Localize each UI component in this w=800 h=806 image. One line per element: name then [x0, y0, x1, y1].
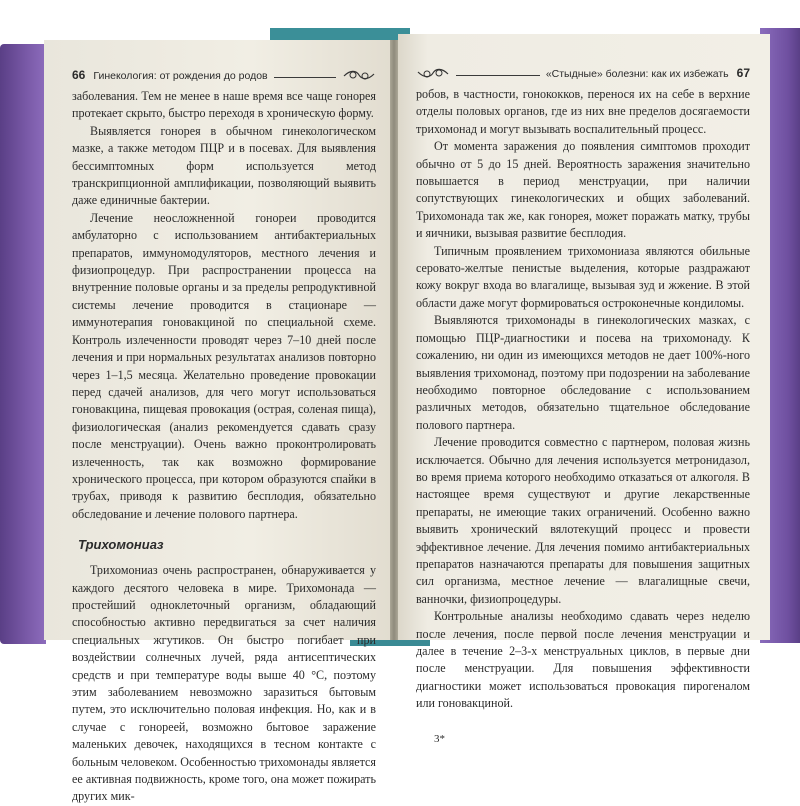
section-heading: Трихомониаз [78, 537, 164, 553]
paragraph: Лечение неосложненной гонореи проводится амбулаторно с использованием антибактериальных препаратов, иммуномодуляторов, местного лечения и физиопроцедур. При распространении процесса на внутренние половые органы и за пределы репродуктивной системы лечение проводится в стационаре — иммунотерапия гоновакциной по специальной схеме. Контроль излеченности проводят через 7–10 дней после лечения и при нормальных результатах анализов повторно через 1–1,5 месяца. Желательно проведение провокации перед сдачей анализов, для чего могут использоваться гоновакцина, пищевая провокация (острая, соленая пища), физиологическая (анализ рекомендуется сдавать сразу после менструации). Очень важно проконтролировать излеченность, так как возможно формирование хронического процесса, при котором образуются спайки в трубах, приводя к развитию бесплодия, обязательно обследование и лечение полового партнера. [72, 210, 376, 521]
cover-top-teal [270, 28, 410, 40]
right-page [398, 34, 770, 745]
right-page-body [416, 86, 750, 713]
paragraph: Лечение проводится совместно с партнером, половая жизнь исключается. Обычно для лечения используется метронидазол, во время приема которого необходимо отказаться от алкоголя. В настоящее время существуют и другие лекарственные препараты, не имеющие таких ограничений. Особенно важно выявить хронический вялотекущий процесс и провести эффективное лечение. Для лечения помимо антибактериальных препаратов назначаются препараты для повышения защитных сил организма, местное лечение — влагалищные свечи, ванночки, физиопроцедуры. [416, 435, 750, 606]
paragraph: Контрольные анализы необходимо сдавать через неделю после лечения, после первой после лечения менструации и далее в течение 2–3-х менструальных циклов, в первые дни после менструации. Для повышения эффективности диагностики может использоваться провокация пирогеналом или гоновакциной. [416, 609, 750, 711]
running-title: «Стыдные» болезни: как их избежать [545, 68, 729, 80]
paragraph: От момента заражения до появления симптомов проходит обычно от 5 до 15 дней. Вероятность заражения значительно повышается в период менструации, при наличии сопутствующих гинекологических и общих заболеваний. Трихомонада так же, как гонорея, может поражать матку, трубы и яичники, вызывая развитие бесплодия. [416, 139, 750, 241]
ornament-icon [342, 68, 376, 82]
paragraph: Выявляются трихомонады в гинекологических мазках, с помощью ПЦР-диагностики и посева на трихомонаду. К сожалению, ни один из имеющихся методов не дает 100%-ного выявления трихомонад, поэтому при подозрении на заболевание необходимо повторное обследование с использованием различных методов, обязательно тщательное обследование полового партнера. [416, 313, 750, 432]
ornament-icon [416, 66, 450, 80]
header-rule [274, 77, 336, 78]
page-number: 67 [736, 66, 750, 80]
left-page [44, 40, 390, 804]
running-title: Гинекология: от рождения до родов [93, 70, 268, 82]
left-page-body-section [72, 562, 376, 806]
header-rule [456, 75, 540, 76]
left-page-header [72, 66, 376, 82]
paragraph: Типичным проявлением трихомониаза являются обильные серовато-желтые пенистые выделения, которые раздражают кожу вокруг входа во влагалище, вызывая зуд и жжение. В этой области даже могут формироваться остроконечные кондиломы. [416, 243, 750, 310]
cover-left-edge [0, 44, 46, 644]
paragraph: Трихомониаз очень распространен, обнаруживается у каждого десятого человека в мире. Трихомонада — простейший одноклеточный организм, обладающий способностью активно передвигаться за счет наличия специальных жгутиков. Он быстро погибает при воздействии солнечных лучей, ряда антисептических средств и при температуре воды выше 40 °С, поэтому этим заболеванием невозможно заразиться бытовым путем, это исключительно половая инфекция. Но, как и в случае с гонореей, возможно бытовое заражение маленьких девочек, находящихся в тесном контакте с больным человеком. Особенностью трихомонады является ее активная подвижность, кроме того, она может пожирать других мик- [72, 563, 376, 804]
signature-mark: 3* [434, 732, 445, 745]
paragraph: робов, в частности, гонококков, перенося их на себе в верхние отделы половых органов, где из них вне пределов досягаемости трихомонад и могут вызывать воспалительный процесс. [416, 87, 750, 136]
right-page-header [416, 64, 750, 80]
paragraph: заболевания. Тем не менее в наше время все чаще гонорея протекает скрыто, быстро переходя в хроническую форму. [72, 89, 376, 121]
left-page-body [72, 88, 376, 523]
paragraph: Выявляется гонорея в обычном гинекологическом мазке, а также методом ПЦР и в посевах. Для выявления бессимптомных форм используется метод транскрипционной амплификации, позволяющий выявить даже единичные бактерии. [72, 123, 376, 208]
page-number: 66 [72, 68, 86, 82]
